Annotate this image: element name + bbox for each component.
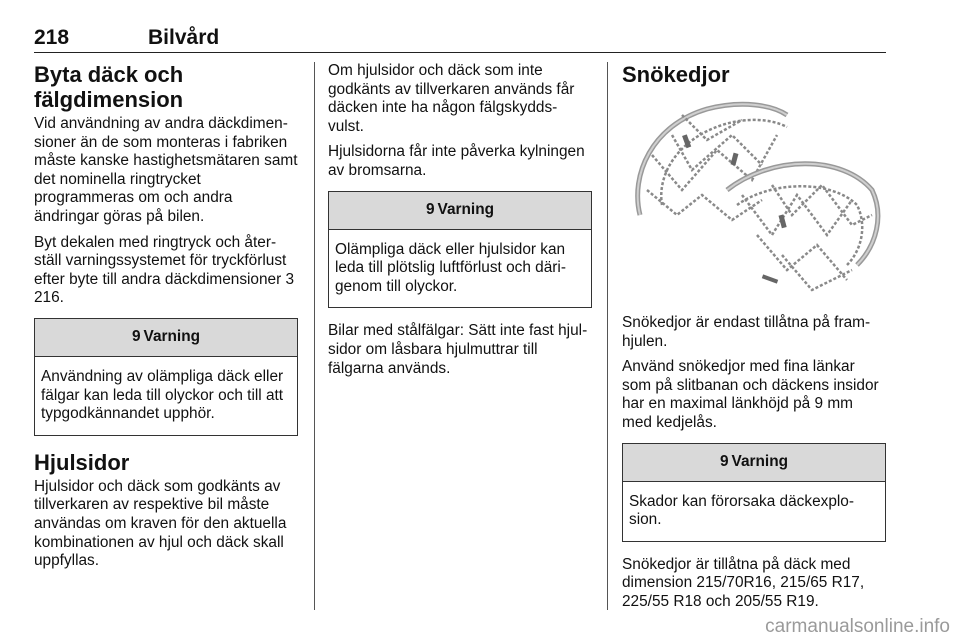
paragraph: Snökedjor är endast tillåtna på fram-hjulen. xyxy=(622,314,871,350)
snow-chain-right xyxy=(727,164,878,290)
warning-text: Skador kan förorsaka däckexplo-sion. xyxy=(629,492,854,529)
column-1 xyxy=(34,62,298,578)
snow-chain-left xyxy=(638,104,787,220)
paragraph: Bilar med stålfälgar: Sätt inte fast hjul-sidor om låsbara hjulmuttrar till fälgarna används. xyxy=(328,322,588,377)
warning-title: Varning xyxy=(437,200,494,218)
warning-box xyxy=(328,191,592,309)
paragraph-with-reference xyxy=(34,234,298,308)
heading-snow-chains: Snökedjor xyxy=(622,62,730,87)
page-number: 218 xyxy=(34,26,70,49)
page-header xyxy=(34,26,886,53)
column-3 xyxy=(622,62,886,619)
watermark: carmanualsonline.info xyxy=(765,616,950,637)
warning-triangle-icon: 9 xyxy=(131,328,141,346)
warning-box xyxy=(34,318,298,436)
column-2 xyxy=(328,62,592,385)
page-reference[interactable]: 216. xyxy=(34,289,64,307)
paragraph: Hjulsidor och däck som godkänts av tillverkaren av respektive bil måste användas om kraven för den aktuella kombinationen av hjul och däck skall uppfyllas. xyxy=(34,477,287,570)
paragraph: Hjulsidorna får inte påverka kylningen av bromsarna. xyxy=(328,143,585,179)
column-divider-2 xyxy=(607,62,608,610)
warning-title: Varning xyxy=(731,452,788,470)
snow-chain-illustration xyxy=(622,95,886,300)
warning-triangle-icon: 9 xyxy=(719,452,729,470)
warning-header xyxy=(35,319,297,357)
warning-header xyxy=(623,444,885,482)
warning-text: Olämpliga däck eller hjulsidor kan leda till plötslig luftförlust och däri-genom till olyckor. xyxy=(335,240,566,295)
paragraph: Använd snökedjor med fina länkar som på slitbanan och däckens insidor har en maximal länkhöjd på 9 mm med kedjelås. xyxy=(622,358,879,431)
warning-box xyxy=(622,443,886,542)
heading-wheel-covers: Hjulsidor xyxy=(34,449,130,475)
warning-header xyxy=(329,192,591,230)
page-reference-icon: 3 xyxy=(285,270,295,288)
paragraph: Om hjulsidor och däck som inte godkänts av tillverkaren används får däcken inte ha någon fälgskydds-vulst. xyxy=(328,62,575,135)
paragraph: Snökedjor är tillåtna på däck med dimension 215/70R16, 215/65 R17, 225/55 R18 och 205/55 R19. xyxy=(622,555,865,610)
warning-text: Användning av olämpliga däck eller fälgar kan leda till olyckor och till att typgodkännandet upphör. xyxy=(41,367,284,423)
paragraph-text: Byt dekalen med ringtryck och åter-ställ varningssystemet för tryckförlust efter byte till andra däckdimensioner xyxy=(34,233,287,288)
column-divider-1 xyxy=(314,62,315,610)
warning-title: Varning xyxy=(143,328,200,346)
warning-triangle-icon: 9 xyxy=(425,200,435,218)
section-title: Bilvård xyxy=(148,26,220,49)
heading-tire-dimension: Byta däck och fälgdimension xyxy=(34,62,184,112)
paragraph: Vid användning av andra däckdimen-sioner än de som monteras i fabriken måste kanske hastighetsmätaren samt det nominella ringtrycket programmeras om och andra ändringar göras på bilen. xyxy=(34,115,298,225)
